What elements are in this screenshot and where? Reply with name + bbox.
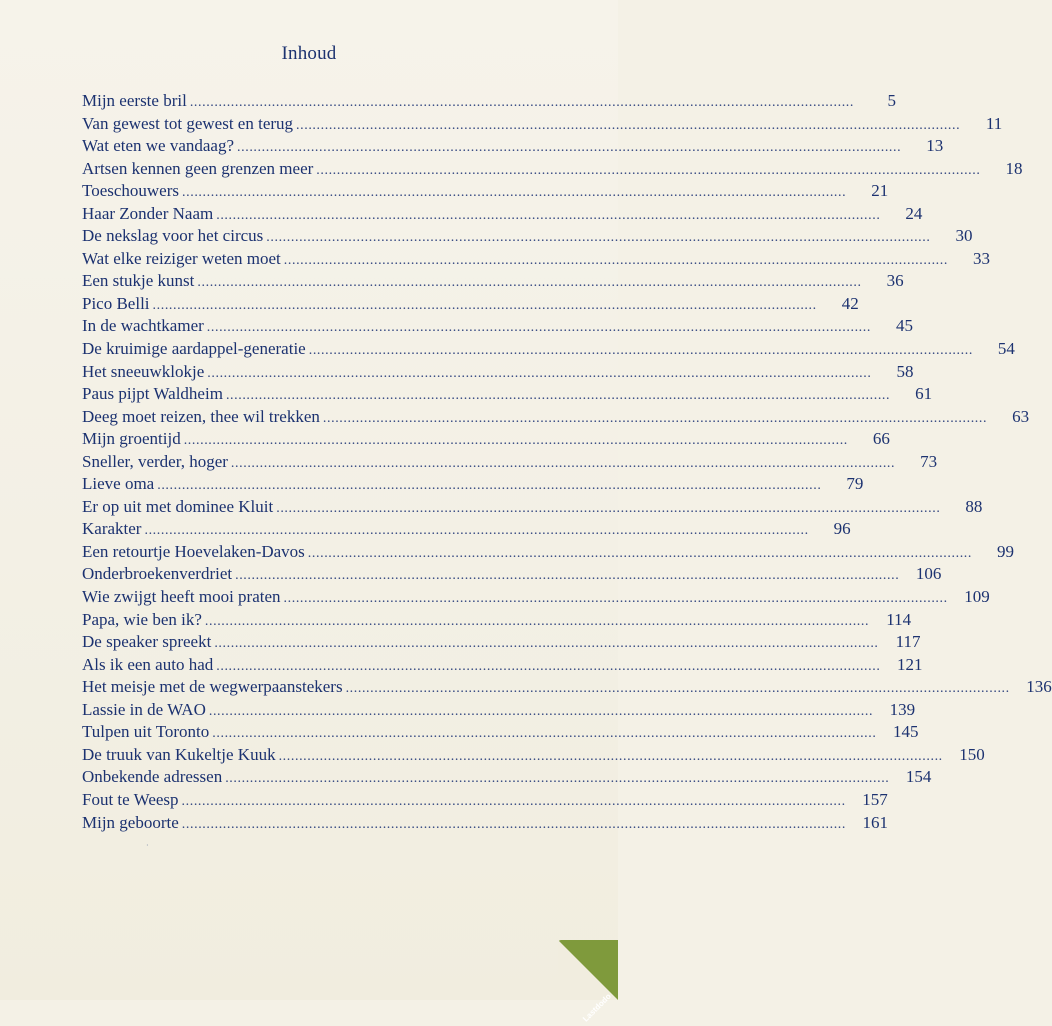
leader-dots	[235, 565, 899, 587]
toc-entry-page: 66	[872, 429, 890, 449]
toc-entry-page: 45	[895, 316, 913, 336]
toc-entry-page: 18	[1005, 158, 1023, 178]
leader-dots	[212, 723, 876, 745]
toc-entry-page: 161	[862, 812, 888, 832]
leader-dots	[197, 272, 861, 294]
toc-entry-title: Een stukje kunst	[82, 271, 195, 291]
toc-entry-title: Wie zwijgt heeft mooi praten	[82, 587, 281, 607]
toc-entry-title: Tulpen uit Toronto	[82, 722, 210, 742]
toc-entry-title: Een retourtje Hoevelaken-Davos	[82, 541, 305, 561]
toc-entry-title: Paus pijpt Waldheim	[82, 384, 223, 404]
toc-entry	[82, 812, 888, 835]
leader-dots	[209, 701, 873, 723]
toc-entry-title: Mijn geboorte	[82, 812, 179, 832]
leader-dots	[323, 408, 987, 430]
toc-entry	[82, 383, 933, 406]
leader-dots	[266, 227, 930, 249]
toc-entry	[82, 609, 912, 632]
leader-dots	[207, 317, 871, 339]
toc-entry	[82, 248, 990, 271]
toc-entry	[82, 766, 932, 789]
toc-entry	[82, 406, 1030, 429]
toc-entry	[82, 563, 942, 586]
toc-entry	[82, 270, 904, 293]
toc-entry	[82, 315, 913, 338]
toc-entry-title: Mijn groentijd	[82, 429, 181, 449]
watermark-sticker	[558, 940, 618, 1024]
leader-dots	[184, 430, 848, 452]
toc-entry-title: Pico Belli	[82, 293, 150, 313]
toc-entry-title: De nekslag voor het circus	[82, 226, 264, 246]
toc-entry-page: 33	[972, 248, 990, 268]
toc-entry-title: Artsen kennen geen grenzen meer	[82, 158, 314, 178]
toc-entry-title: Onbekende adressen	[82, 767, 223, 787]
toc-entry-title: Onderbroekenverdriet	[82, 564, 233, 584]
toc-entry	[82, 518, 851, 541]
toc-entry-title: Het sneeuwklokje	[82, 361, 205, 381]
toc-entry-title: Karakter	[82, 519, 142, 539]
toc-entry	[82, 451, 938, 474]
leader-dots	[214, 633, 878, 655]
leader-dots	[190, 92, 854, 114]
toc-entry-title: De speaker spreekt	[82, 632, 212, 652]
leader-dots	[182, 182, 846, 204]
toc-entry-page: 88	[965, 496, 983, 516]
page-title: Inhoud	[281, 43, 337, 64]
toc-entry-title: Sneller, verder, hoger	[82, 451, 228, 471]
toc-entry	[82, 473, 864, 496]
toc-entry-title: Wat elke reiziger weten moet	[82, 248, 281, 268]
toc-entry-page: 30	[955, 226, 973, 246]
toc-entry	[82, 113, 1003, 136]
toc-entry	[82, 90, 897, 113]
leader-dots	[237, 137, 901, 159]
toc-entry-page: 79	[846, 474, 864, 494]
toc-entry-title: Lassie in de WAO	[82, 699, 206, 719]
leader-dots	[205, 611, 869, 633]
toc-entry-page: 136	[1026, 677, 1052, 697]
paper-speck: ·	[146, 841, 149, 850]
toc-entry	[82, 721, 919, 744]
toc-entry-page: 5	[887, 91, 897, 110]
toc-entry	[82, 158, 1023, 181]
leader-dots	[182, 814, 846, 836]
toc-entry-page: 109	[964, 587, 990, 607]
toc-entry-title: Papa, wie ben ik?	[82, 609, 202, 629]
leader-dots	[225, 768, 889, 790]
toc-entry	[82, 654, 923, 677]
leader-dots	[316, 160, 980, 182]
leader-dots	[153, 295, 817, 317]
toc-entry	[82, 203, 923, 226]
toc-entry	[82, 180, 889, 203]
toc-entry-page: 11	[985, 113, 1003, 133]
toc-entry-page: 117	[895, 632, 921, 652]
toc-entry-page: 73	[920, 451, 938, 471]
leader-dots	[144, 520, 808, 542]
toc-entry	[82, 631, 921, 654]
table-of-contents	[82, 90, 1052, 834]
toc-entry	[82, 496, 983, 519]
toc-entry-title: Van gewest tot gewest en terug	[82, 113, 294, 133]
toc-entry-page: 139	[889, 699, 916, 719]
leader-dots	[157, 475, 821, 497]
leader-dots	[279, 746, 943, 768]
toc-entry-title: Deeg moet reizen, thee wil trekken	[82, 406, 320, 426]
toc-entry-page: 42	[841, 293, 859, 313]
toc-entry-title: Als ik een auto had	[82, 654, 214, 674]
toc-entry-title: Haar Zonder Naam	[82, 203, 214, 223]
toc-entry-page: 36	[886, 271, 904, 291]
toc-entry-title: De kruimige aardappel-generatie	[82, 339, 306, 359]
toc-entry-page: 121	[896, 654, 923, 674]
toc-entry-page: 58	[896, 361, 914, 381]
toc-entry	[82, 789, 888, 812]
toc-entry-page: 54	[997, 339, 1015, 359]
leader-dots	[284, 588, 948, 610]
leader-dots	[276, 498, 940, 520]
toc-entry-page: 145	[892, 722, 919, 742]
leader-dots	[308, 543, 972, 565]
toc-entry-page: 21	[871, 181, 889, 201]
toc-entry	[82, 586, 990, 609]
leader-dots	[309, 340, 973, 362]
toc-entry-page: 24	[905, 203, 923, 223]
toc-entry	[82, 676, 1052, 699]
toc-entry-page: 150	[959, 744, 985, 764]
toc-entry-page: 13	[926, 136, 944, 156]
toc-entry-page: 106	[915, 564, 942, 584]
toc-entry-title: Lieve oma	[82, 474, 155, 494]
toc-entry	[82, 699, 916, 722]
toc-entry-page: 63	[1012, 406, 1030, 426]
toc-entry	[82, 225, 973, 248]
leader-dots	[207, 363, 871, 385]
watermark-text: Lastdodo	[581, 991, 613, 1024]
toc-entry-title: In de wachtkamer	[82, 316, 204, 336]
leader-dots	[226, 385, 890, 407]
leader-dots	[284, 250, 948, 272]
toc-entry-title: Er op uit met dominee Kluit	[82, 496, 274, 516]
toc-entry-page: 157	[862, 789, 888, 809]
leader-dots	[231, 453, 895, 475]
toc-entry-title: Mijn eerste bril	[82, 91, 187, 110]
toc-entry-title: De truuk van Kukeltje Kuuk	[82, 744, 276, 764]
toc-entry	[82, 428, 890, 451]
toc-entry-page: 96	[833, 519, 851, 539]
toc-entry	[82, 293, 859, 316]
leader-dots	[296, 115, 960, 137]
toc-entry	[82, 744, 985, 767]
toc-entry-title: Wat eten we vandaag?	[82, 136, 235, 156]
leader-dots	[182, 791, 846, 813]
toc-entry-page: 154	[905, 767, 932, 787]
toc-entry-title: Het meisje met de wegwerpaanstekers	[82, 677, 343, 697]
leader-dots	[346, 678, 1010, 700]
toc-entry	[82, 135, 944, 158]
toc-entry	[82, 361, 914, 384]
leader-dots	[216, 205, 880, 227]
toc-entry-page: 114	[886, 609, 912, 629]
leader-dots	[216, 656, 880, 678]
toc-entry-page: 61	[915, 384, 933, 404]
toc-entry-title: Fout te Weesp	[82, 789, 179, 809]
toc-entry	[82, 338, 1015, 361]
toc-entry-title: Toeschouwers	[82, 181, 180, 201]
toc-entry	[82, 541, 1014, 564]
toc-entry-page: 99	[997, 541, 1014, 561]
